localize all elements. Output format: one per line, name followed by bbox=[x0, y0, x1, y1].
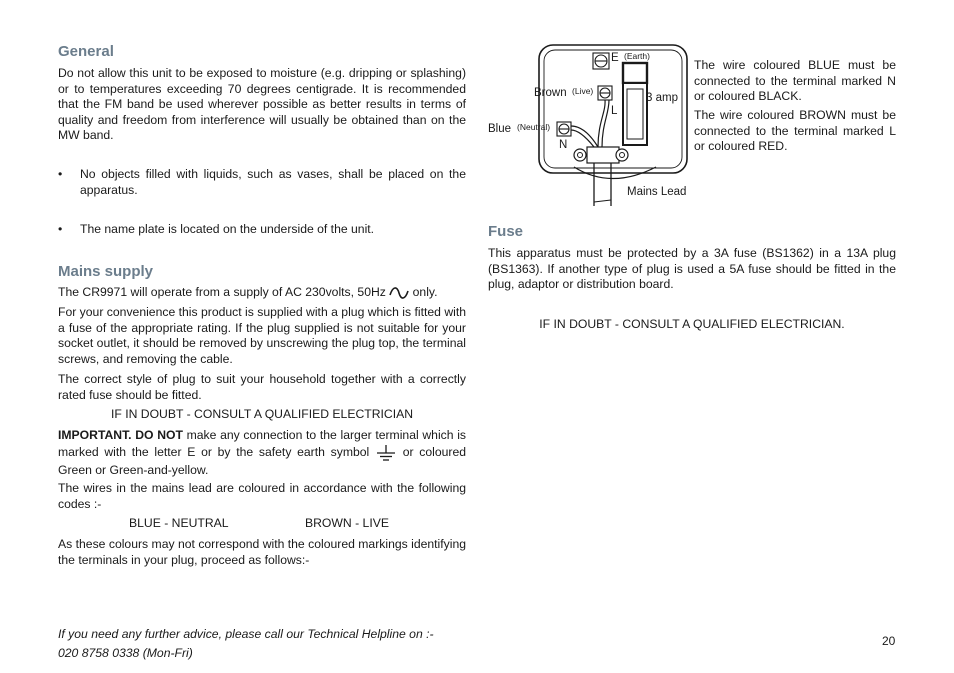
code-brown-live: BROWN - LIVE bbox=[305, 516, 389, 530]
important-paragraph bbox=[58, 427, 466, 479]
brown-wire-label: Brown bbox=[534, 87, 567, 99]
earth-symbol-icon bbox=[375, 444, 397, 462]
page-number: 20 bbox=[882, 634, 896, 648]
mains-lead-label: Mains Lead bbox=[627, 186, 687, 198]
important-text-1: make any connection to the larger terminal which is marked with the letter E or by the safety earth symbol bbox=[58, 428, 466, 460]
code-blue-neutral: BLUE - NEUTRAL bbox=[129, 516, 229, 530]
voltage-text: The CR9971 will operate from a supply of AC 230volts, 50Hz bbox=[58, 285, 386, 299]
proceed-paragraph: As these colours may not correspond with the coloured markings identifying the terminals in your plug, proceed as follows:- bbox=[58, 537, 466, 567]
ac-symbol-icon bbox=[389, 286, 409, 300]
wire-codes-paragraph: The wires in the mains lead are coloured in accordance with the following codes :- bbox=[58, 481, 466, 511]
important-text-2: or coloured Green or Green-and-yellow. bbox=[58, 445, 467, 477]
plug-wiring-diagram bbox=[486, 42, 696, 210]
blue-wire-instruction: The wire coloured BLUE must be connected to the terminal marked N or coloured BLACK. bbox=[694, 58, 896, 103]
bullet-marker: • bbox=[58, 222, 63, 236]
mains-supply-style-paragraph: The correct style of plug to suit your household together with a correctly rated fuse should be fitted. bbox=[58, 372, 466, 402]
helpline-line1: If you need any further advice, please call our Technical Helpline on :- bbox=[58, 627, 434, 641]
brown-wire-instruction: The wire coloured BROWN must be connected to the terminal marked L or coloured RED. bbox=[694, 108, 896, 153]
fuse-rating-label: 3 amp bbox=[646, 92, 678, 104]
important-bold: IMPORTANT. DO NOT bbox=[58, 428, 183, 442]
live-label: (Live) bbox=[572, 86, 594, 96]
general-heading: General bbox=[58, 43, 114, 60]
voltage-only-text: only. bbox=[412, 285, 438, 299]
neutral-label: (Neutral) bbox=[517, 122, 551, 132]
mains-supply-voltage bbox=[58, 285, 466, 301]
bullet-liquids: No objects filled with liquids, such as vases, shall be placed on the apparatus. bbox=[80, 167, 466, 197]
mains-supply-heading: Mains supply bbox=[58, 263, 154, 280]
helpline-phone: 020 8758 0338 (Mon-Fri) bbox=[58, 646, 193, 660]
live-terminal-letter: L bbox=[611, 105, 618, 117]
fuse-paragraph: This apparatus must be protected by a 3A fuse (BS1362) in a 13A plug (BS1363). If another type of plug is used a 5A fuse should be fitted in the plug, adaptor or distribution board. bbox=[488, 246, 896, 291]
earth-label: (Earth) bbox=[624, 51, 650, 61]
fuse-heading: Fuse bbox=[488, 223, 524, 240]
bullet-nameplate: The name plate is located on the underside of the unit. bbox=[80, 222, 375, 236]
fuse-doubt-notice: IF IN DOUBT - CONSULT A QUALIFIED ELECTRICIAN. bbox=[539, 317, 845, 331]
blue-wire-label: Blue bbox=[488, 123, 512, 135]
bullet-marker: • bbox=[58, 167, 63, 181]
mains-doubt-notice: IF IN DOUBT - CONSULT A QUALIFIED ELECTRICIAN bbox=[110, 407, 414, 421]
neutral-terminal-letter: N bbox=[559, 139, 568, 151]
general-paragraph: Do not allow this unit to be exposed to moisture (e.g. dripping or splashing) or to temperatures exceeding 70 degrees centigrade. It is recommended that the FM band be used wherever possible as better results in terms of quality and freedom from interference will usually be obtained than on the MW band. bbox=[58, 66, 466, 142]
earth-terminal-letter: E bbox=[611, 52, 619, 64]
mains-supply-plug-paragraph: For your convenience this product is supplied with a plug which is fitted with a fuse of the appropriate rating. If the plug supplied is not suitable for your socket outlet, it should be removed by unscrewing the plug top, the terminal screws, and removing the cable. bbox=[58, 305, 466, 366]
